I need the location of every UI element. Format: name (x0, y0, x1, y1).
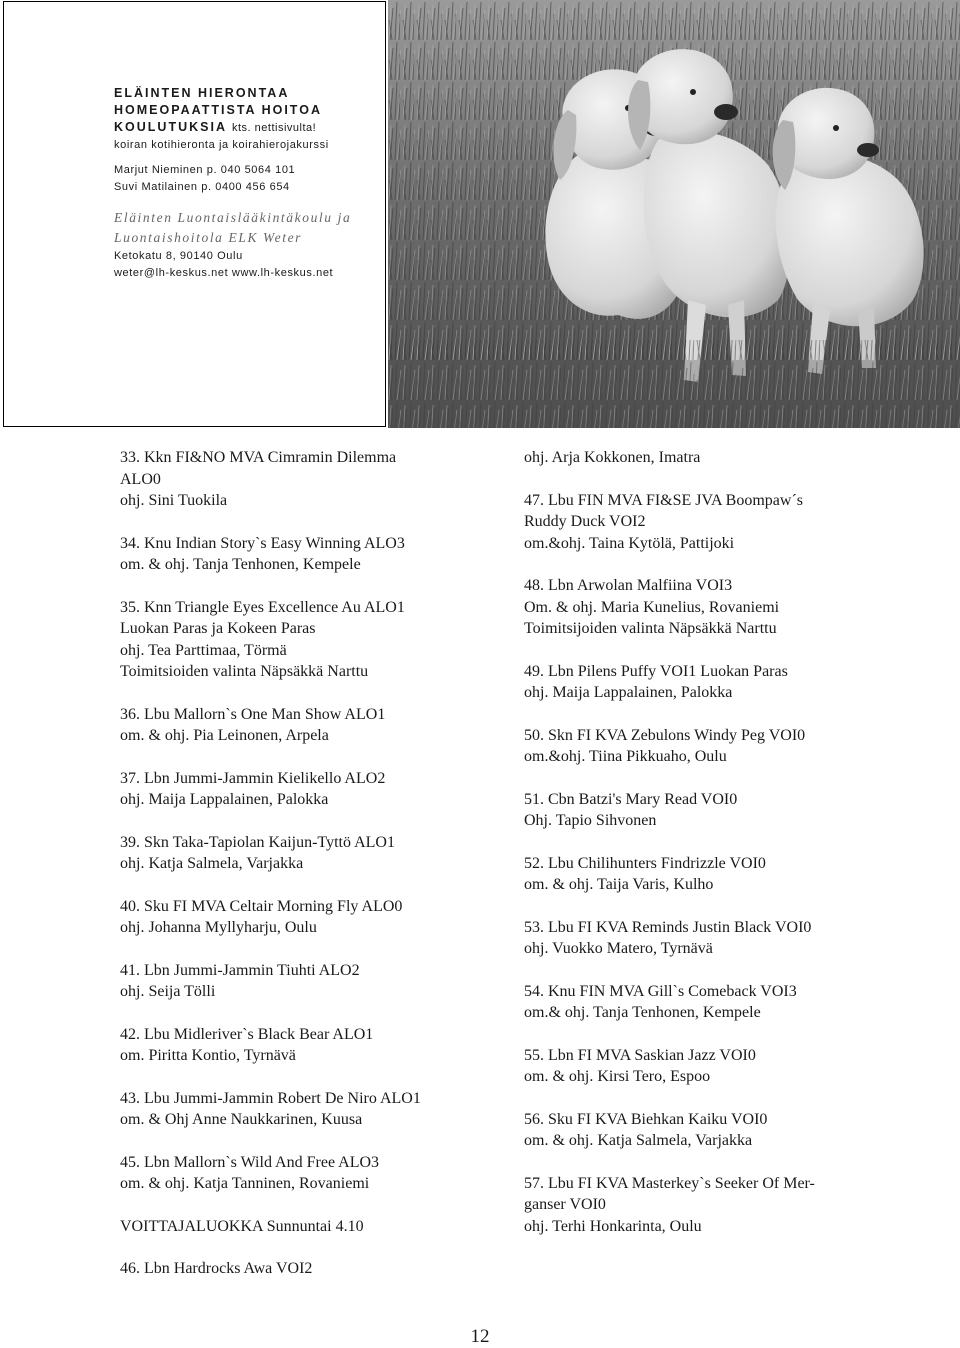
result-entry-line: 51. Cbn Batzi's Mary Read VOI0 (524, 790, 738, 808)
result-entry-line: ohj. Terhi Honkarinta, Oulu (524, 1217, 702, 1235)
result-entry-line: om. & ohj. Katja Salmela, Varjakka (524, 1132, 753, 1149)
ad-web: weter@lh-keskus.net www.lh-keskus.net (114, 267, 334, 279)
result-entry-line: 34. Knu Indian Story`s Easy Winning ALO3 (120, 534, 405, 552)
result-entry-line: 47. Lbu FIN MVA FI&SE JVA Boompaw´s (524, 491, 804, 509)
result-entry (524, 661, 949, 704)
result-entry-line: Toimitsioiden valinta Näpsäkkä Narttu (120, 663, 369, 680)
result-entry (524, 981, 949, 1024)
result-entry-line: Om. & ohj. Maria Kunelius, Rovaniemi (524, 598, 780, 616)
ad-headline-note: kts. nettisivulta! (232, 122, 317, 134)
result-entry-line: 39. Skn Taka-Tapiolan Kaijun-Tyttö ALO1 (120, 833, 395, 851)
result-entry-line: 49. Lbn Pilens Puffy VOI1 Luokan Paras (524, 662, 788, 680)
result-entry-line: 55. Lbn FI MVA Saskian Jazz VOI0 (524, 1046, 756, 1064)
result-entry (120, 447, 495, 512)
result-entry-line: 40. Sku FI MVA Celtair Morning Fly ALO0 (120, 897, 403, 915)
result-entry-line: 33. Kkn FI&NO MVA Cimramin Dilemma (120, 449, 397, 466)
result-entry-line: om. & ohj. Pia Leinonen, Arpela (120, 727, 329, 744)
result-entry-line: 53. Lbu FI KVA Reminds Justin Black VOI0 (524, 918, 812, 936)
result-entry-line: 41. Lbn Jummi-Jammin Tiuhti ALO2 (120, 961, 360, 979)
result-entry-line: ohj. Katja Salmela, Varjakka (120, 855, 304, 872)
result-entry-line: 52. Lbu Chilihunters Findrizzle VOI0 (524, 854, 766, 872)
result-entry (524, 917, 949, 960)
result-entry (524, 1109, 949, 1152)
result-entry-line: 57. Lbu FI KVA Masterkey`s Seeker Of Mer- (524, 1174, 815, 1192)
result-entry-line: ohj. Arja Kokkonen, Imatra (524, 449, 701, 466)
result-entry-line: VOITTAJALUOKKA Sunnuntai 4.10 (120, 1217, 364, 1235)
result-entry-line: 35. Knn Triangle Eyes Excellence Au ALO1 (120, 598, 405, 616)
advertisement-text (114, 85, 389, 282)
result-entry (120, 1088, 495, 1131)
advertisement-box (3, 1, 386, 427)
result-entry-line: ohj. Maija Lappalainen, Palokka (120, 791, 329, 808)
result-entry (524, 447, 949, 469)
result-entry-line: om.& ohj. Tanja Tenhonen, Kempele (524, 1004, 761, 1021)
ad-contact-marjut: Marjut Nieminen p. 040 5064 101 (114, 164, 296, 176)
result-entry-line: om. & ohj. Taija Varis, Kulho (524, 876, 714, 893)
result-entry-line: ALO0 (120, 470, 161, 488)
ad-clinic-name-1: Eläinten Luontaislääkintäkoulu ja (114, 210, 352, 225)
result-entry-line: ohj. Seija Tölli (120, 983, 216, 1000)
result-entry-line: 42. Lbu Midleriver`s Black Bear ALO1 (120, 1025, 374, 1043)
result-entry (120, 768, 495, 811)
result-entry (524, 490, 949, 555)
result-entry (120, 704, 495, 747)
result-entry-line: om. & ohj. Kirsi Tero, Espoo (524, 1068, 711, 1085)
result-entry-line: ganser VOI0 (524, 1196, 606, 1213)
result-entry-line: Ohj. Tapio Sihvonen (524, 812, 657, 829)
result-entry-line: ohj. Johanna Myllyharju, Oulu (120, 919, 317, 936)
result-entry (524, 575, 949, 640)
result-entry-line: om. & ohj. Tanja Tenhonen, Kempele (120, 556, 361, 573)
ad-contact-suvi: Suvi Matilainen p. 0400 456 654 (114, 181, 290, 193)
result-entry-line: om.&ohj. Taina Kytölä, Pattijoki (524, 534, 735, 552)
result-entry (120, 896, 495, 939)
result-entry-line: ohj. Sini Tuokila (120, 492, 228, 509)
result-entry-line: ohj. Tea Parttimaa, Törmä (120, 641, 287, 659)
result-entry (120, 832, 495, 875)
result-entry-line: 54. Knu FIN MVA Gill`s Comeback VOI3 (524, 982, 797, 1000)
result-entry-line: 48. Lbn Arwolan Malfiina VOI3 (524, 577, 733, 594)
result-entry-line: om. & Ohj Anne Naukkarinen, Kuusa (120, 1111, 363, 1128)
ad-headline-courses (114, 119, 389, 137)
result-entry-line: Luokan Paras ja Kokeen Paras (120, 620, 316, 637)
result-entry-line: om. & ohj. Katja Tanninen, Rovaniemi (120, 1175, 370, 1192)
result-entry-line: Ruddy Duck VOI2 (524, 513, 646, 530)
result-entry-line: Toimitsijoiden valinta Näpsäkkä Narttu (524, 620, 777, 637)
result-entry-line: 45. Lbn Mallorn`s Wild And Free ALO3 (120, 1153, 380, 1171)
result-entry (120, 1216, 495, 1238)
result-entry-line: ohj. Maija Lappalainen, Palokka (524, 684, 733, 701)
result-entry (524, 1045, 949, 1088)
result-entry-line: 36. Lbu Mallorn`s One Man Show ALO1 (120, 705, 386, 723)
result-entry (120, 1024, 495, 1067)
result-entry-line: 43. Lbu Jummi-Jammin Robert De Niro ALO1 (120, 1089, 421, 1107)
result-entry-line: ohj. Vuokko Matero, Tyrnävä (524, 940, 713, 957)
result-entry (524, 789, 949, 832)
result-entry (120, 960, 495, 1003)
result-entry-line: om.&ohj. Tiina Pikkuaho, Oulu (524, 748, 727, 765)
ad-clinic-name-2: Luontaishoitola ELK Weter (114, 230, 303, 245)
result-entry-line: om. Piritta Kontio, Tyrnävä (120, 1047, 296, 1064)
ad-address: Ketokatu 8, 90140 Oulu (114, 250, 243, 262)
results-column-right (524, 447, 949, 1258)
result-entry-line: 56. Sku FI KVA Biehkan Kaiku VOI0 (524, 1110, 768, 1128)
page-number: 12 (470, 1326, 490, 1347)
ad-tagline: koiran kotihieronta ja koirahierojakurssi (114, 139, 329, 151)
result-entry (120, 1258, 495, 1280)
results-column-left (120, 447, 495, 1301)
result-entry-line: 50. Skn FI KVA Zebulons Windy Peg VOI0 (524, 726, 806, 744)
result-entry (120, 597, 495, 683)
ad-headline-courses-text: KOULUTUKSIA (114, 120, 227, 134)
result-entry (120, 533, 495, 576)
ad-headline-homeopathy: HOMEOPAATTISTA HOITOA (114, 103, 322, 117)
result-entry (524, 1173, 949, 1238)
result-entry (120, 1152, 495, 1195)
result-entry-line: 46. Lbn Hardrocks Awa VOI2 (120, 1260, 313, 1277)
result-entry (524, 853, 949, 896)
ad-headline-massage: ELÄINTEN HIERONTAA (114, 86, 290, 100)
result-entry-line: 37. Lbn Jummi-Jammin Kielikello ALO2 (120, 769, 386, 787)
result-entry (524, 725, 949, 768)
dogs-photo (388, 0, 960, 428)
